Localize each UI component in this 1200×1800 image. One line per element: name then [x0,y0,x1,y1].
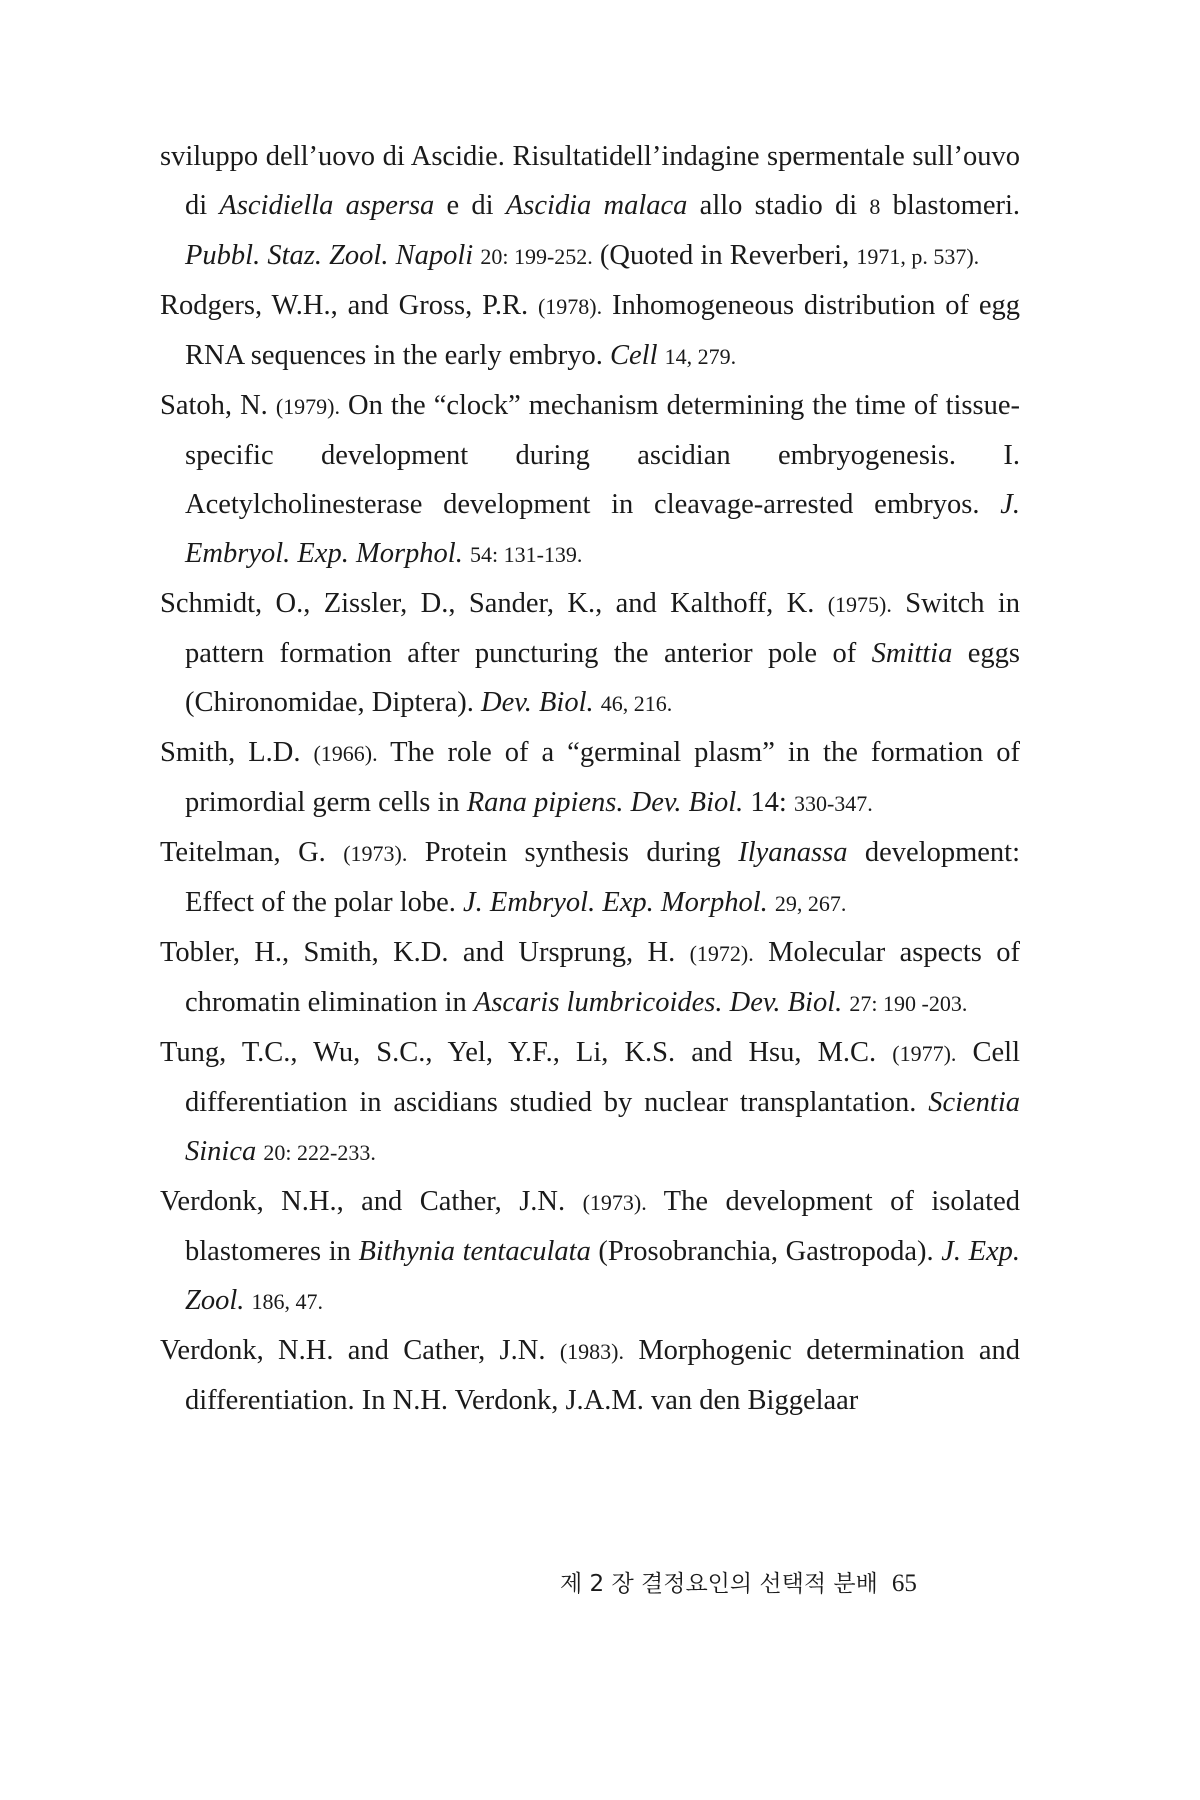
reference-text: Schmidt, O., Zissler, D., Sander, K., and Kalthoff, K. [160,588,828,619]
reference-numbers: 54: 131-139. [469,542,583,567]
reference-text [722,987,729,1018]
reference-text: Cell differentiation in ascidians studied by nuclear transplantation. [185,1037,1020,1118]
italic-text: Ascidia malaca [505,190,688,221]
reference-text: (Quoted in Reverberi, [592,240,857,271]
reference-entry [160,579,1020,728]
reference-text [244,1285,251,1316]
reference-text: (Prosobranchia, Gastropoda). [590,1236,942,1267]
reference-numbers: (1978). [537,294,603,319]
italic-text: Bithynia tentaculata [358,1236,591,1267]
italic-text: J. Embryol. Exp. Morphol. [185,489,1020,569]
reference-entry [160,728,1020,828]
reference-numbers: 27: 190 -203. [849,991,968,1016]
reference-text: Inhomogeneous distribution of egg RNA sequences in the early embryo. [185,290,1020,371]
reference-text: Verdonk, N.H., and Cather, J.N. [160,1186,583,1217]
italic-text: Ascaris lumbricoides. [473,987,723,1018]
italic-text: Cell [610,340,658,371]
reference-text [594,687,601,718]
reference-text [463,538,470,569]
reference-numbers: 14, 279. [664,344,737,369]
reference-numbers: (1977). [892,1041,957,1066]
reference-text: On the “clock” mechanism determining the time of tissue-specific development during ascidian embryogenesis. I. Acetylcholinesterase development in cleavage-arrested embryos. [185,390,1021,520]
italic-text: Dev. Biol. [729,987,843,1018]
reference-numbers: 20: 222-233. [263,1140,376,1165]
reference-entry [160,928,1020,1028]
reference-numbers: (1979). [275,394,340,419]
reference-text: Verdonk, N.H. and Cather, J.N. [160,1335,560,1366]
italic-text: Pubbl. Staz. Zool. Napoli [185,240,474,271]
reference-entry [160,1326,1020,1425]
reference-text: eggs (Chironomidae, Diptera). [185,638,1020,718]
reference-numbers: 330-347. [793,791,873,816]
reference-numbers: (1972). [689,941,754,966]
reference-text [658,340,665,371]
reference-text: Rodgers, W.H., and Gross, P.R. [160,290,538,321]
reference-numbers: 20: 199-252. [480,244,593,269]
italic-text: J. Embryol. Exp. Morphol. [463,887,768,918]
reference-text: blastomeri. [880,190,1021,221]
reference-numbers: (1975). [827,592,892,617]
chapter-title: 제 2 장 결정요인의 선택적 분배 [560,1571,878,1597]
reference-entry [160,1177,1020,1326]
reference-entry [160,132,1020,281]
reference-entry [160,281,1020,381]
reference-numbers: (1973). [582,1190,647,1215]
reference-text: 14: [743,787,794,818]
reference-text: development: Effect of the polar lobe. [185,837,1020,918]
reference-text: Switch in pattern formation after puncturing the anterior pole of [185,588,1020,669]
reference-text: Tobler, H., Smith, K.D. and Ursprung, H. [160,937,690,968]
reference-text: Smith, L.D. [160,737,314,768]
reference-text: Molecular aspects of chromatin elimination in [185,937,1020,1018]
reference-entry [160,1028,1020,1177]
reference-text [624,787,631,818]
reference-list [160,132,1020,1425]
italic-text: Ascidiella aspersa [219,190,435,221]
reference-numbers: 8 [869,194,881,219]
page-footer [560,1565,1020,1598]
italic-text: Smittia [871,638,953,669]
reference-numbers: 29, 267. [774,891,847,916]
reference-text: Teitelman, G. [160,837,344,868]
reference-numbers: (1983). [559,1339,624,1364]
reference-text: Tung, T.C., Wu, S.C., Yel, Y.F., Li, K.S. and Hsu, M.C. [160,1037,893,1068]
reference-text: sviluppo dell’uovo di Ascidie. Risultatidell’indagine spermentale sull’ouvo di [160,141,1020,221]
reference-numbers: 186, 47. [251,1289,324,1314]
reference-numbers: (1973). [343,841,408,866]
italic-text: Rana pipiens. [466,787,624,818]
italic-text: J. Exp. Zool. [185,1236,1021,1316]
reference-numbers: 1971, p. 537). [856,244,980,269]
italic-text: Ilyanassa [738,837,848,868]
reference-text: allo stadio di [687,190,870,221]
page-number: 65 [891,1570,917,1597]
reference-entry [160,381,1020,579]
italic-text: Dev. Biol. [630,787,744,818]
reference-entry [160,828,1020,928]
reference-text: e di [434,190,506,221]
reference-text: Satoh, N. [160,390,276,421]
reference-numbers: 46, 216. [600,691,673,716]
reference-text: Protein synthesis during [407,837,739,868]
italic-text: Dev. Biol. [481,687,594,718]
reference-text: The role of a “germinal plasm” in the formation of primordial germ cells in [185,737,1020,818]
reference-text [768,887,775,918]
italic-text: Scientia Sinica [185,1087,1020,1167]
reference-text: The development of isolated blastomeres in [185,1186,1020,1267]
reference-numbers: (1966). [313,741,378,766]
reference-text: Morphogenic determination and differentiation. In N.H. Verdonk, J.A.M. van den Biggelaar [185,1335,1020,1416]
